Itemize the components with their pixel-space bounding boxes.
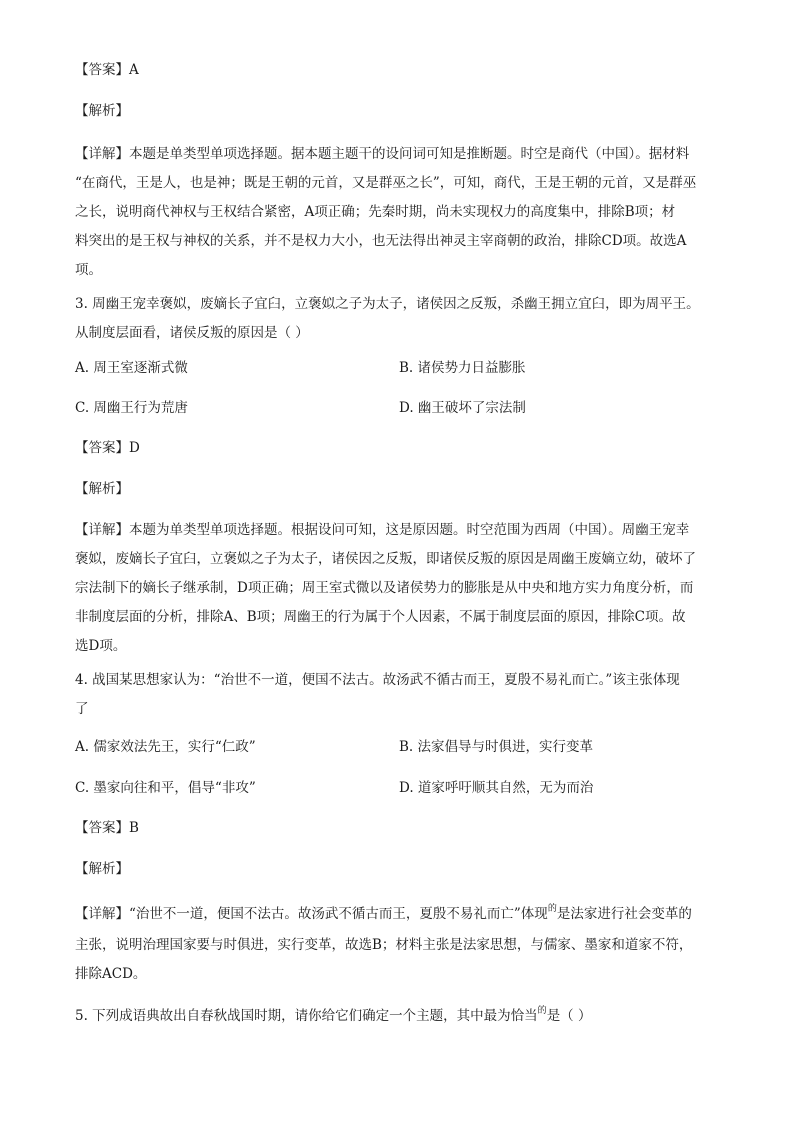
q4-options-row-2	[75, 778, 723, 798]
q2-detail-line: 料突出的是王权与神权的关系，并不是权力大小，也无法得出神灵主宰商朝的政治，排除CD项。故选A	[75, 233, 687, 249]
q3-analysis-heading: 【解析】	[75, 481, 129, 497]
q3-option-b: B. 诸侯势力日益膨胀	[399, 360, 526, 376]
q5-stem-text: 是（ ）	[546, 1008, 592, 1024]
q3-option-a: A. 周王室逐渐式微	[75, 360, 188, 376]
q4-detail-line: 排除ACD。	[75, 966, 147, 982]
q4-detail-line	[75, 900, 723, 931]
q3-stem-line: 3. 周幽王宠幸褒姒，废嫡长子宜臼，立褒姒之子为太子，诸侯因之反叛，杀幽王拥立宜臼，即为周平王。	[75, 296, 700, 312]
q4-detail-text: 是法家进行社会变革的	[556, 906, 692, 922]
q5-stem-sup: 的	[537, 1006, 547, 1016]
q3-options-row-1	[75, 358, 723, 378]
q3-detail-line: 选D项。	[75, 638, 127, 654]
q3-answer: 【答案】D	[75, 440, 140, 456]
q3-detail	[75, 516, 723, 661]
q4-stem-line: 4. 战国某思想家认为：“治世不一道，便国不法古。故汤武不循古而王，夏殷不易礼而亡。”该主张体现	[75, 672, 680, 688]
q2-analysis-heading: 【解析】	[75, 103, 129, 119]
q4-option-d: D. 道家呼吁顺其自然，无为而治	[399, 780, 594, 796]
q4-option-a: A. 儒家效法先王，实行“仁政”	[75, 739, 256, 755]
q3-stem-line: 从制度层面看，诸侯反叛的原因是（ ）	[75, 325, 309, 341]
q3-detail-line: 非制度层面的分析，排除A、B项；周幽王的行为属于个人因素，不属于制度层面的原因，排除C项。故	[75, 609, 686, 625]
q5-stem	[75, 1006, 591, 1028]
q4-options-row-1	[75, 737, 723, 757]
q2-answer: 【答案】A	[75, 62, 139, 78]
q4-analysis-heading: 【解析】	[75, 861, 129, 877]
q3-detail-line: 宗法制下的嫡长子继承制，D项正确；周王室式微以及诸侯势力的膨胀是从中央和地方实力角度分析，而	[75, 580, 694, 596]
q2-detail-line: “在商代，王是人，也是神；既是王朝的元首，又是群巫之长”，可知，商代，王是王朝的元首，又是群巫	[75, 175, 697, 191]
q4-option-c: C. 墨家向往和平，倡导“非攻”	[75, 780, 256, 796]
q2-detail-line: 项。	[75, 262, 102, 278]
q4-detail-sup: 的	[547, 904, 557, 914]
q2-detail	[75, 140, 723, 285]
q2-detail-line: 之长，说明商代神权与王权结合紧密，A项正确；先秦时期，尚未实现权力的高度集中，排除B项；材	[75, 204, 676, 220]
q5-stem-text: 5. 下列成语典故出自春秋战国时期，请你给它们确定一个主题，其中最为恰当	[75, 1008, 538, 1024]
q2-detail-line: 【详解】本题是单类型单项选择题。据本题主题干的设问词可知是推断题。时空是商代（中国）。据材料	[75, 146, 690, 162]
q3-stem	[75, 290, 723, 348]
q4-detail	[75, 900, 723, 989]
q3-detail-line: 褒姒，废嫡长子宜臼，立褒姒之子为太子，诸侯因之反叛，即诸侯反叛的原因是周幽王废嫡立幼，破坏了	[75, 551, 696, 567]
q3-detail-line: 【详解】本题为单类型单项选择题。根据设问可知，这是原因题。时空范围为西周（中国）。周幽王宠幸	[75, 522, 690, 538]
q4-detail-line: 主张，说明治理国家要与时俱进，实行变革，故选B；材料主张是法家思想，与儒家、墨家和道家不符，	[75, 937, 693, 953]
q3-options-row-2	[75, 398, 723, 418]
q4-stem	[75, 666, 723, 724]
q4-option-b: B. 法家倡导与时俱进，实行变革	[399, 739, 594, 755]
q3-option-c: C. 周幽王行为荒唐	[75, 400, 188, 416]
q4-detail-text: 【详解】“治世不一道，便国不法古。故汤武不循古而王，夏殷不易礼而亡”体现	[75, 906, 548, 922]
q4-answer: 【答案】B	[75, 820, 139, 836]
q4-stem-line: 了	[75, 701, 89, 717]
q3-option-d: D. 幽王破坏了宗法制	[399, 400, 526, 416]
